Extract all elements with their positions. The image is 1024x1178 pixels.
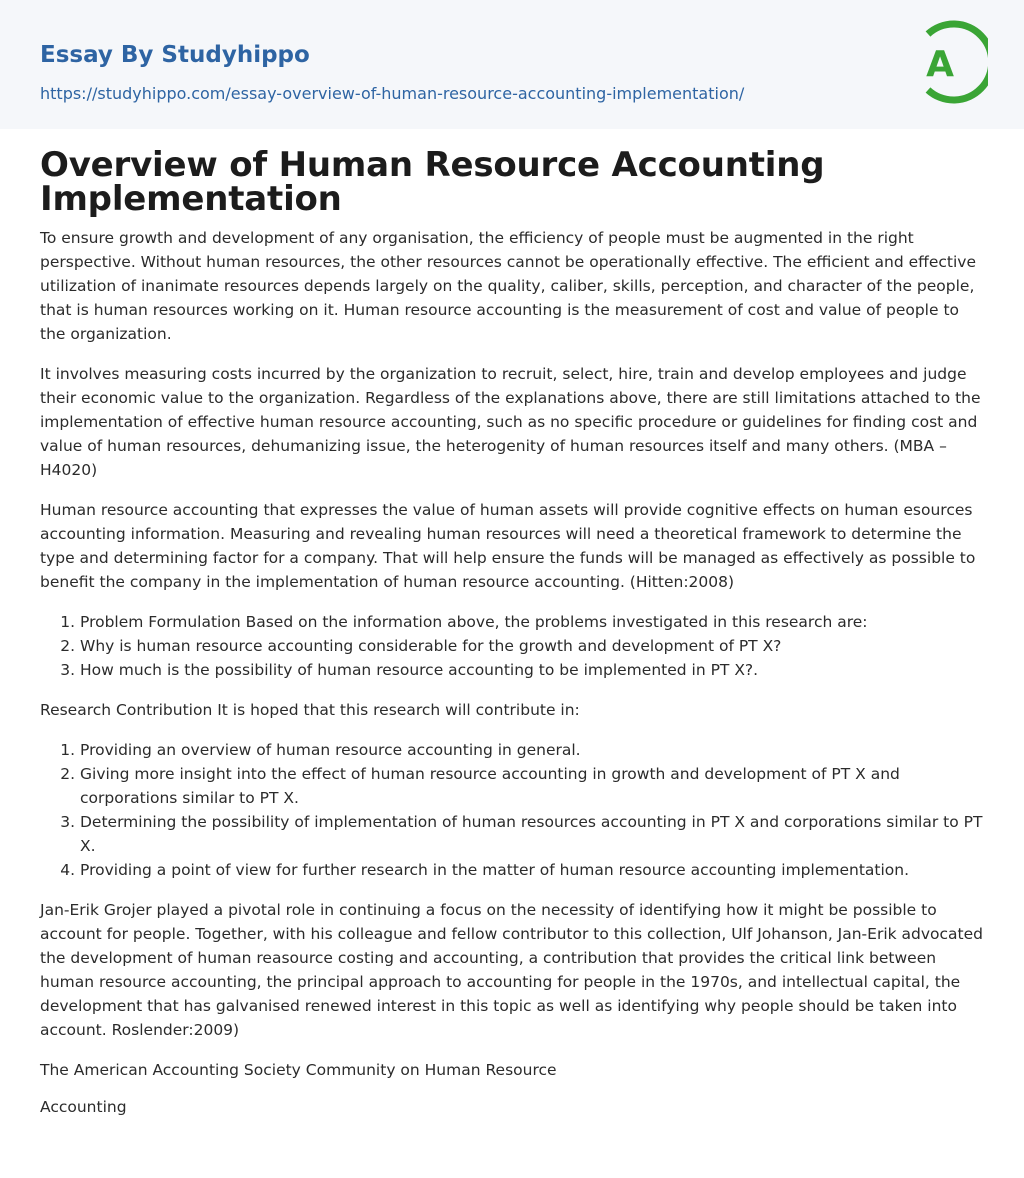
paragraph: To ensure growth and development of any organisation, the efficiency of people must be augmented in the right perspective. Without human resources, the other resources cannot be operationally effective. The efficient and effective utilization of inanimate resources depends largely on the quality, caliber, skills, perception, and character of the people, that is human resources working on it. Human resource accounting is the measurement of cost and value of people to the organization.: [40, 229, 976, 343]
problem-list: [40, 610, 984, 682]
list-item: 1. Providing an overview of human resource accounting in general.: [80, 738, 984, 762]
list-item: 2. Giving more insight into the effect of human resource accounting in growth and development of PT X and corporations similar to PT X.: [80, 762, 984, 810]
logo-letter: A: [926, 44, 954, 85]
site-header: [0, 0, 1024, 129]
list-item: 4. Providing a point of view for further research in the matter of human resource accounting implementation.: [80, 858, 984, 882]
paragraph: Jan-Erik Grojer played a pivotal role in continuing a focus on the necessity of identifying how it might be possible to account for people. Together, with his colleague and fellow contributor to this collection, Ulf Johanson, Jan-Erik advocated the development of human reasource costing and accounting, a contribution that provides the critical link between human resource accounting, the principal approach to accounting for people in the 1970s, and intellectual capital, the development that has galvanised renewed interest in this topic as well as identifying why people should be taken into account. Roslender:2009): [40, 901, 983, 1039]
contribution-list: [40, 738, 984, 882]
article: [40, 145, 984, 1119]
list-item: 2. Why is human resource accounting considerable for the growth and development of PT X?: [80, 634, 984, 658]
essay-url-link[interactable]: https://studyhippo.com/essay-overview-of-human-resource-accounting-implementation/: [40, 84, 745, 103]
page-title: Overview of Human Resource Accounting Implementation: [40, 145, 825, 219]
closing-line: Accounting: [40, 1098, 127, 1116]
closing-line: The American Accounting Society Community on Human Resource: [40, 1061, 557, 1079]
paragraph: Human resource accounting that expresses the value of human assets will provide cognitive effects on human esources accounting information. Measuring and revealing human resources will need a theoretical framework to determine the type and determining factor for a company. That will help ensure the funds will be managed as effectively as possible to benefit the company in the implementation of human resource accounting. (Hitten:2008): [40, 501, 976, 591]
list-item: 3. Determining the possibility of implementation of human resources accounting in PT X and corporations similar to PT X.: [80, 810, 984, 858]
brand-title[interactable]: Essay By Studyhippo: [40, 42, 310, 68]
list-item: 1. Problem Formulation Based on the information above, the problems investigated in this research are:: [80, 610, 984, 634]
list-item: 3. How much is the possibility of human resource accounting to be implemented in PT X?.: [80, 658, 984, 682]
contribution-intro: Research Contribution It is hoped that this research will contribute in:: [40, 701, 580, 719]
studyhippo-logo-icon[interactable]: [912, 18, 988, 106]
paragraph: It involves measuring costs incurred by the organization to recruit, select, hire, train and develop employees and judge their economic value to the organization. Regardless of the explanations above, there are still limitations attached to the implementation of effective human resource accounting, such as no specific procedure or guidelines for finding cost and value of human resources, dehumanizing issue, the heterogenity of human resources itself and many others. (MBA –H4020): [40, 365, 981, 479]
